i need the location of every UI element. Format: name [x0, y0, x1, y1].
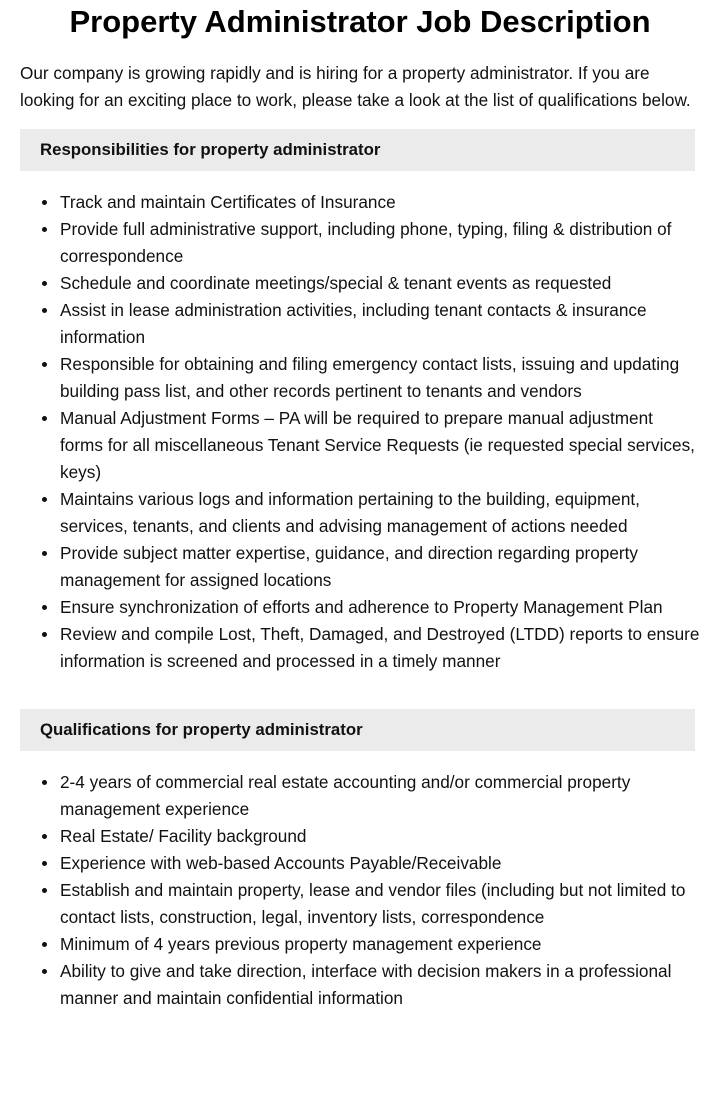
qualifications-header [20, 709, 695, 751]
intro-paragraph: Our company is growing rapidly and is hiring for a property administrator. If you are looking for an exciting place to work, please take a look at the list of qualifications below. [20, 63, 691, 110]
responsibilities-list [20, 189, 700, 675]
list-item: Schedule and coordinate meetings/special & tenant events as requested [60, 270, 700, 297]
section-spacer [0, 675, 720, 694]
responsibilities-header [20, 129, 695, 171]
responsibilities-heading: Responsibilities for property administrator [40, 140, 381, 159]
list-item: Provide subject matter expertise, guidance, and direction regarding property management for assigned locations [60, 540, 700, 594]
list-item: Minimum of 4 years previous property management experience [60, 931, 700, 958]
list-item: Manual Adjustment Forms – PA will be required to prepare manual adjustment forms for all miscellaneous Tenant Service Requests (ie requested special services, keys) [60, 405, 700, 486]
list-item: Track and maintain Certificates of Insurance [60, 189, 700, 216]
list-item: Ensure synchronization of efforts and adherence to Property Management Plan [60, 594, 700, 621]
list-item: Experience with web-based Accounts Payable/Receivable [60, 850, 700, 877]
list-item: Real Estate/ Facility background [60, 823, 700, 850]
qualifications-list [20, 769, 700, 1012]
list-item: Review and compile Lost, Theft, Damaged, and Destroyed (LTDD) reports to ensure information is screened and processed in a timely manner [60, 621, 700, 675]
list-item: Ability to give and take direction, interface with decision makers in a professional manner and maintain confidential information [60, 958, 700, 1012]
list-item: Responsible for obtaining and filing emergency contact lists, issuing and updating building pass list, and other records pertinent to tenants and vendors [60, 351, 700, 405]
qualifications-heading: Qualifications for property administrator [40, 720, 363, 739]
list-item: Establish and maintain property, lease and vendor files (including but not limited to contact lists, construction, legal, inventory lists, correspondence [60, 877, 700, 931]
list-item: Maintains various logs and information pertaining to the building, equipment, services, tenants, and clients and advising management of actions needed [60, 486, 700, 540]
list-item: Assist in lease administration activities, including tenant contacts & insurance information [60, 297, 700, 351]
list-item: Provide full administrative support, including phone, typing, filing & distribution of correspondence [60, 216, 700, 270]
page-title: Property Administrator Job Description [69, 4, 651, 39]
list-item: 2-4 years of commercial real estate accounting and/or commercial property management experience [60, 769, 700, 823]
